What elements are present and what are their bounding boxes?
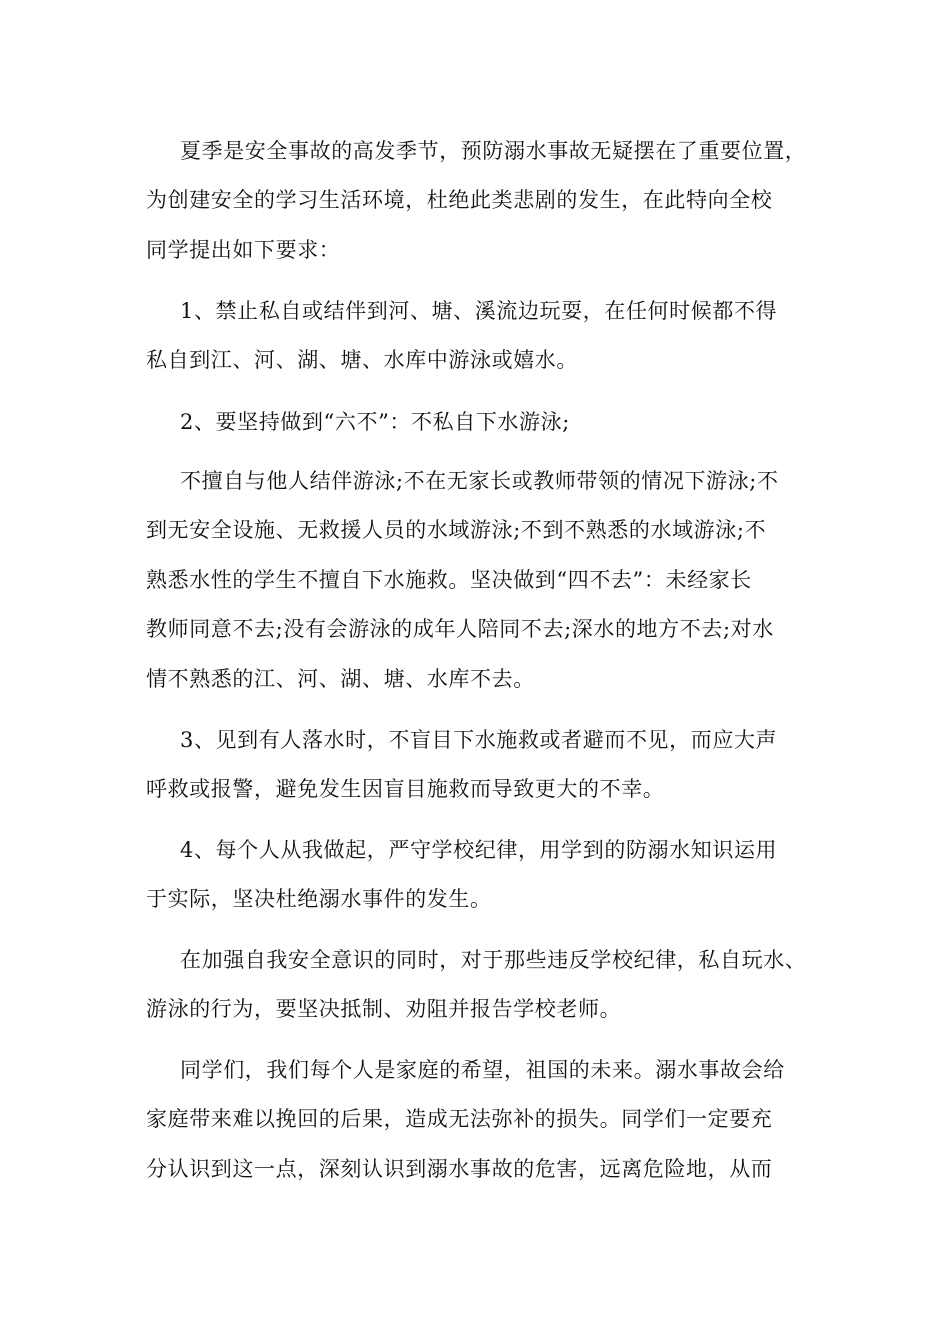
text-line: 3、见到有人落水时，不盲目下水施救或者避而不见，而应大声 [180, 728, 778, 752]
text-line: 于实际，坚决杜绝溺水事件的发生。 [146, 887, 492, 911]
text-line: 家庭带来难以挽回的后果，造成无法弥补的损失。同学们一定要充 [146, 1107, 773, 1131]
text-line: 游泳的行为，要坚决抵制、劝阻并报告学校老师。 [146, 997, 622, 1021]
text-line: 情不熟悉的江、河、湖、塘、水库不去。 [146, 667, 535, 691]
text-line: 教师同意不去;没有会游泳的成年人陪同不去;深水的地方不去;对水 [146, 617, 774, 641]
text-line: 4、每个人从我做起，严守学校纪律，用学到的防溺水知识运用 [180, 838, 778, 862]
text-line: 1、禁止私自或结伴到河、塘、溪流边玩耍，在任何时候都不得 [180, 299, 778, 323]
text-line: 在加强自我安全意识的同时，对于那些违反学校纪律，私自玩水、 [180, 948, 807, 972]
text-line: 为创建安全的学习生活环境，杜绝此类悲剧的发生，在此特向全校 [146, 188, 773, 212]
text-line: 2、要坚持做到“六不”：不私自下水游泳; [180, 410, 570, 434]
text-line: 同学们，我们每个人是家庭的希望，祖国的未来。溺水事故会给 [180, 1058, 785, 1082]
text-line: 熟悉水性的学生不擅自下水施救。坚决做到“四不去”：未经家长 [146, 568, 752, 592]
text-line: 呼救或报警，避免发生因盲目施救而导致更大的不幸。 [146, 777, 665, 801]
text-line: 不擅自与他人结伴游泳;不在无家长或教师带领的情况下游泳;不 [180, 469, 779, 493]
text-line: 到无安全设施、无救援人员的水域游泳;不到不熟悉的水域游泳;不 [146, 518, 767, 542]
text-line: 夏季是安全事故的高发季节，预防溺水事故无疑摆在了重要位置， [180, 139, 807, 163]
text-line: 私自到江、河、湖、塘、水库中游泳或嬉水。 [146, 348, 578, 372]
text-line: 同学提出如下要求： [146, 238, 341, 262]
text-line: 分认识到这一点，深刻认识到溺水事故的危害，远离危险地，从而 [146, 1157, 773, 1181]
